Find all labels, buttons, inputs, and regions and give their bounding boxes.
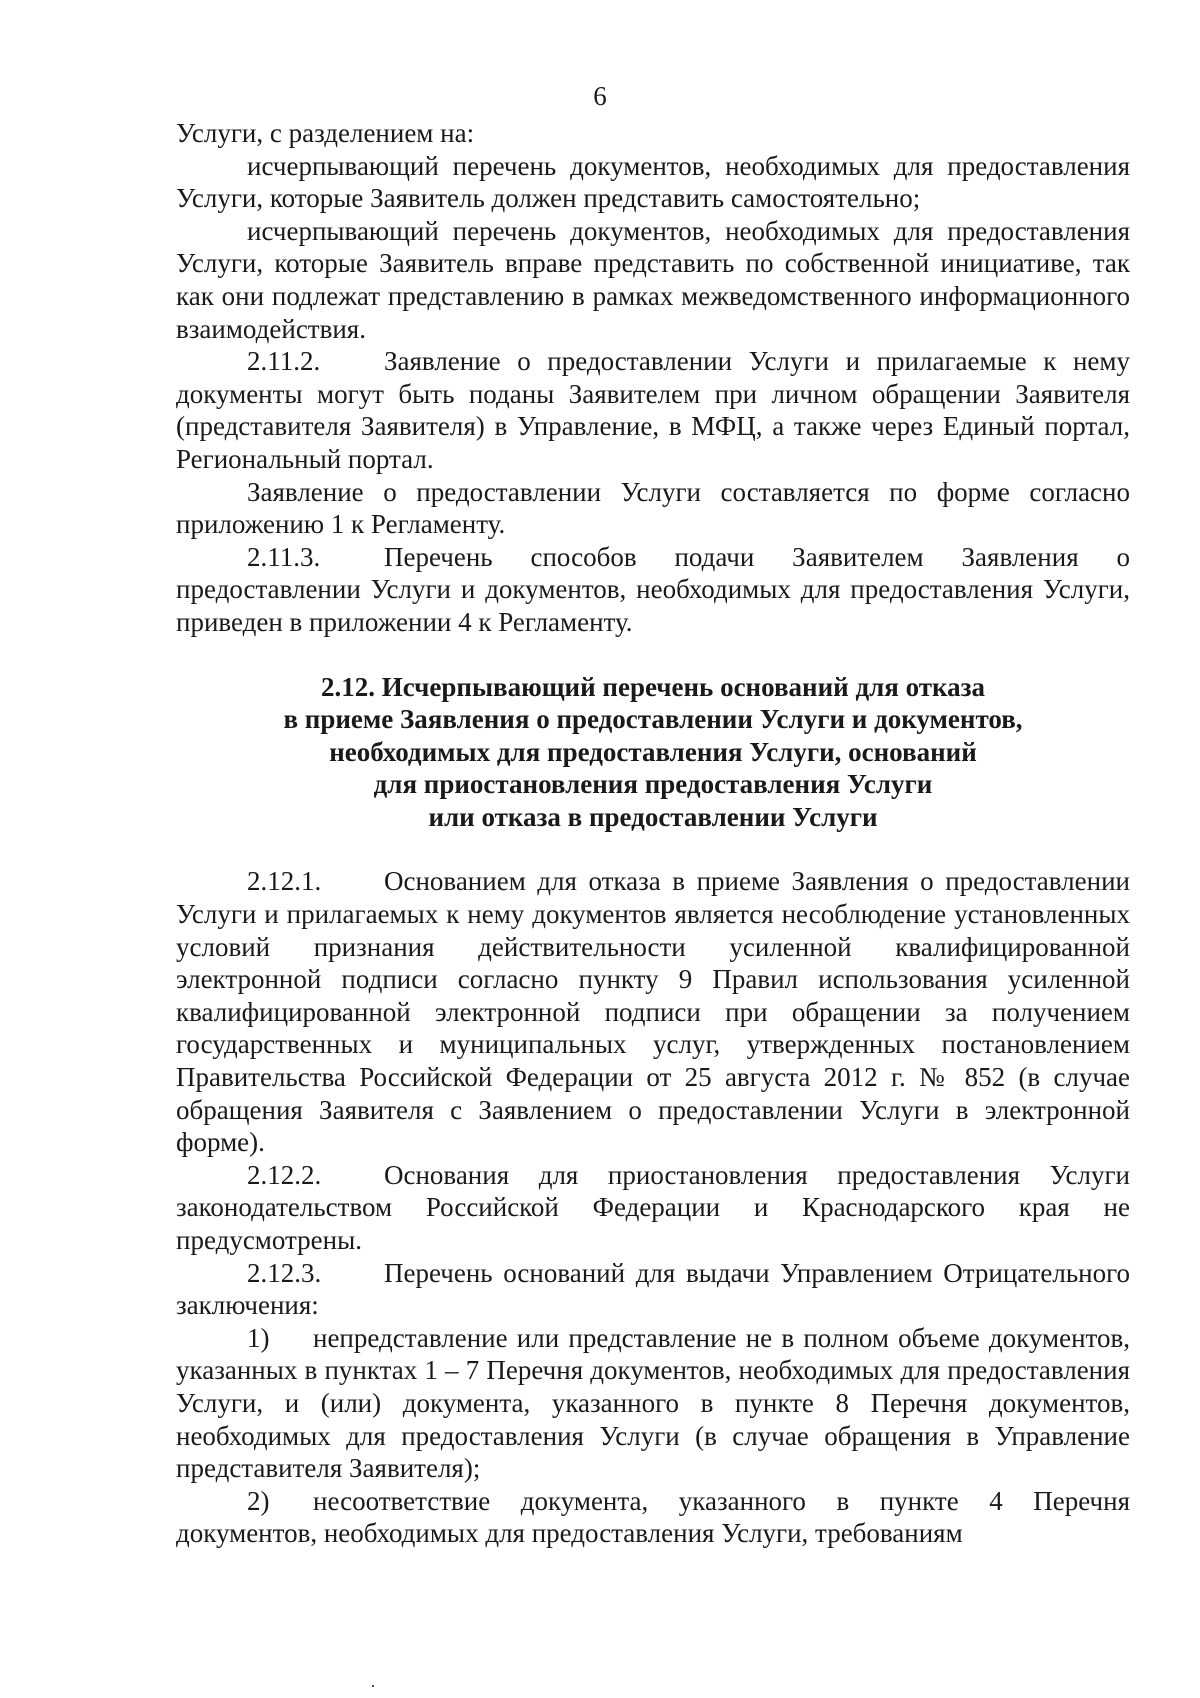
- paragraph-text: Перечень способов подачи Заявителем Заявления о предоставлении Услуги и документов, необходимых для предоставления Услуги, приведен в приложении 4 к Регламенту.: [176, 541, 1130, 637]
- heading-line: или отказа в предоставлении Услуги: [428, 801, 878, 832]
- list-item-number: 2): [247, 1485, 270, 1516]
- heading-line: в приеме Заявления о предоставлении Услуги и документов,: [283, 704, 1023, 735]
- heading-line: для приостановления предоставления Услуги: [373, 769, 933, 800]
- list-item-text: несоответствие документа, указанного в пункте 4 Перечня документов, необходимых для предоставления Услуги, требованиям: [176, 1485, 1130, 1549]
- paragraph: [176, 476, 1130, 541]
- paragraph-2-12-2: [176, 1159, 1130, 1257]
- section-heading-2-12: [176, 671, 1130, 834]
- paragraph: [176, 150, 1130, 215]
- paragraph-number: 2.12.2.: [247, 1159, 322, 1190]
- paragraph-2-12-1: [176, 865, 1130, 1158]
- scan-speck: [372, 1685, 374, 1687]
- list-item-text: непредставление или представление не в полном объеме документов, указанных в пунктах 1 – 7 Перечня документов, необходимых для предоставления Услуги, и (или) документа, указанного в пункте 8 Перечня документов, необходимых для предоставления Услуги (в случае обращения в Управление представителя Заявителя);: [176, 1322, 1130, 1484]
- list-item-1: [176, 1322, 1130, 1485]
- paragraph: [176, 215, 1130, 345]
- paragraph-number: 2.12.1.: [247, 866, 322, 897]
- heading-line: необходимых для предоставления Услуги, оснований: [329, 736, 977, 767]
- paragraph-text: Основанием для отказа в приеме Заявления о предоставлении Услуги и прилагаемых к нему документов является несоблюдение установленных условий признания действительности усиленной квалифицированной электронной подписи согласно пункту 9 Правил использования усиленной квалифицированной электронной подписи при обращении за получением государственных и муниципальных услуг, утвержденных постановлением Правительства Российской Федерации от 25 августа 2012 г. № 852 (в случае обращения Заявителя с Заявлением о предоставлении Услуги в электронной форме).: [176, 866, 1130, 1158]
- paragraph-number: 2.12.3.: [247, 1257, 322, 1288]
- paragraph-2-11-3: [176, 541, 1130, 639]
- paragraph-text: Заявление о предоставлении Услуги составляется по форме согласно приложению 1 к Регламенту.: [176, 476, 1130, 540]
- paragraph-text: Услуги, с разделением на:: [176, 118, 475, 148]
- paragraph-number: 2.11.2.: [247, 346, 321, 377]
- paragraph-2-12-3: [176, 1257, 1130, 1322]
- paragraph-text: Заявление о предоставлении Услуги и прилагаемые к нему документы могут быть поданы Заявителем при личном обращении Заявителя (представителя Заявителя) в Управление, в МФЦ, а также через Единый портал, Региональный портал.: [176, 346, 1130, 474]
- paragraph: [176, 117, 1130, 150]
- paragraph-number: 2.11.3.: [247, 541, 321, 572]
- paragraph-text: Перечень оснований для выдачи Управлением Отрицательного заключения:: [176, 1257, 1130, 1321]
- heading-line: 2.12. Исчерпывающий перечень оснований для отказа: [320, 671, 986, 702]
- page-number: 6: [593, 81, 607, 111]
- paragraph-2-11-2: [176, 345, 1130, 475]
- paragraph-text: исчерпывающий перечень документов, необходимых для предоставления Услуги, которые Заявитель вправе представить по собственной инициативе, так как они подлежат представлению в рамках межведомственного информационного взаимодействия.: [176, 215, 1130, 344]
- paragraph-text: Основания для приостановления предоставления Услуги законодательством Российской Федерации и Краснодарского края не предусмотрены.: [176, 1159, 1130, 1255]
- paragraph-text: исчерпывающий перечень документов, необходимых для предоставления Услуги, которые Заявитель должен представить самостоятельно;: [176, 150, 1130, 214]
- list-item-2: [176, 1485, 1130, 1550]
- list-item-number: 1): [247, 1322, 270, 1353]
- document-body: [176, 117, 1130, 1550]
